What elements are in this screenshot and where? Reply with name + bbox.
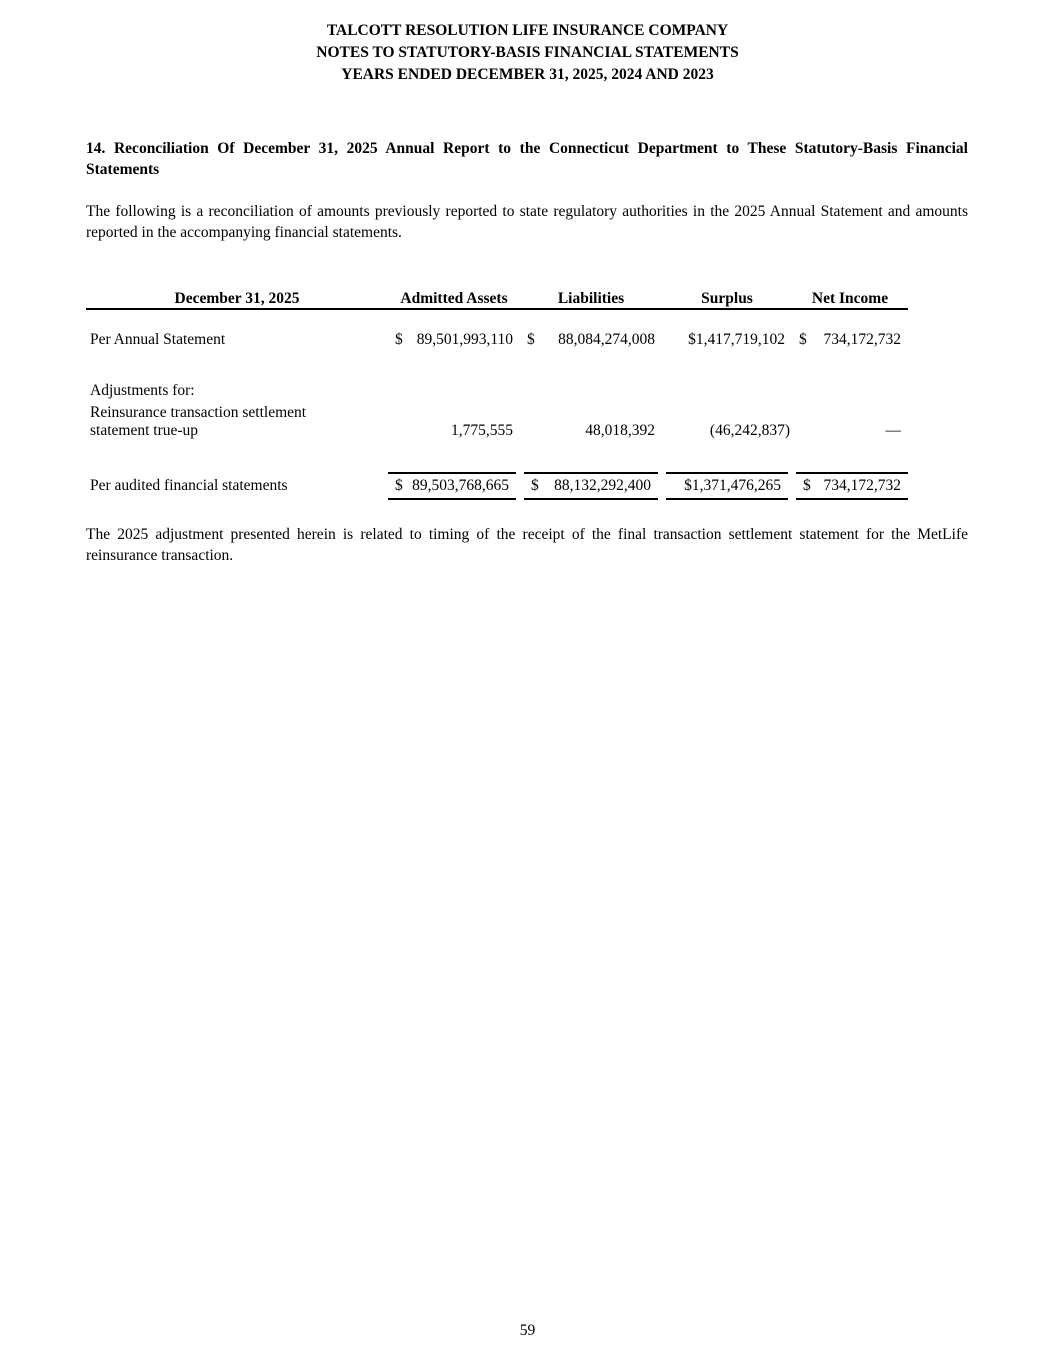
section-title: 14. Reconciliation Of December 31, 2025 Annual Report to the Connecticut Department to These Statutory-Basis Financial Statements [86,140,968,178]
table-header-row [86,284,908,309]
audited-liabilities: $ 88,132,292,400 [520,473,662,499]
annual-admitted-assets: $ 89,501,993,110 [395,331,513,348]
table-row [86,473,908,499]
adjustment-admitted-assets: 1,775,555 [451,422,513,439]
col-header-admitted-assets: Admitted Assets [388,284,520,309]
row-label-audited: Per audited financial statements [90,477,288,494]
adjustment-surplus: (46,242,837) [709,422,790,439]
company-name: TALCOTT RESOLUTION LIFE INSURANCE COMPANY [326,22,729,39]
table-row [86,328,908,352]
adjustment-liabilities: 48,018,392 [585,422,655,439]
period-line: YEARS ENDED DECEMBER 31, 2025, 2024 AND 2023 [341,66,714,83]
audited-surplus: $1,371,476,265 [662,473,792,499]
table-row [86,400,908,442]
document-title: NOTES TO STATUTORY-BASIS FINANCIAL STATEMENTS [316,44,739,61]
adjustments-label: Adjustments for: [90,382,195,399]
row-label-adjustment: Reinsurance transaction settlement statement true-up [90,404,307,439]
intro-paragraph: The following is a reconciliation of amounts previously reported to state regulatory authorities in the 2025 Annual Statement and amounts reported in the accompanying financial statements. [86,203,968,241]
col-header-surplus: Surplus [662,284,792,309]
audited-admitted-assets: $ 89,503,768,665 [388,473,520,499]
col-header-liabilities: Liabilities [520,284,662,309]
table-row [86,380,908,400]
row-label-annual: Per Annual Statement [90,331,226,348]
col-header-net-income: Net Income [792,284,908,309]
annual-net-income: $ 734,172,732 [799,331,901,348]
audited-net-income: $ 734,172,732 [792,473,908,499]
page-header [0,20,1055,86]
note-paragraph: The 2025 adjustment presented herein is related to timing of the receipt of the final transaction settlement statement for the MetLife reinsurance transaction. [86,526,968,564]
reconciliation-table [86,284,908,500]
col-header-date: December 31, 2025 [86,284,388,309]
page-number: 59 [519,1322,536,1339]
annual-surplus: $1,417,719,102 [688,331,785,348]
adjustment-net-income: — [885,422,901,439]
annual-liabilities: $ 88,084,274,008 [527,331,655,348]
